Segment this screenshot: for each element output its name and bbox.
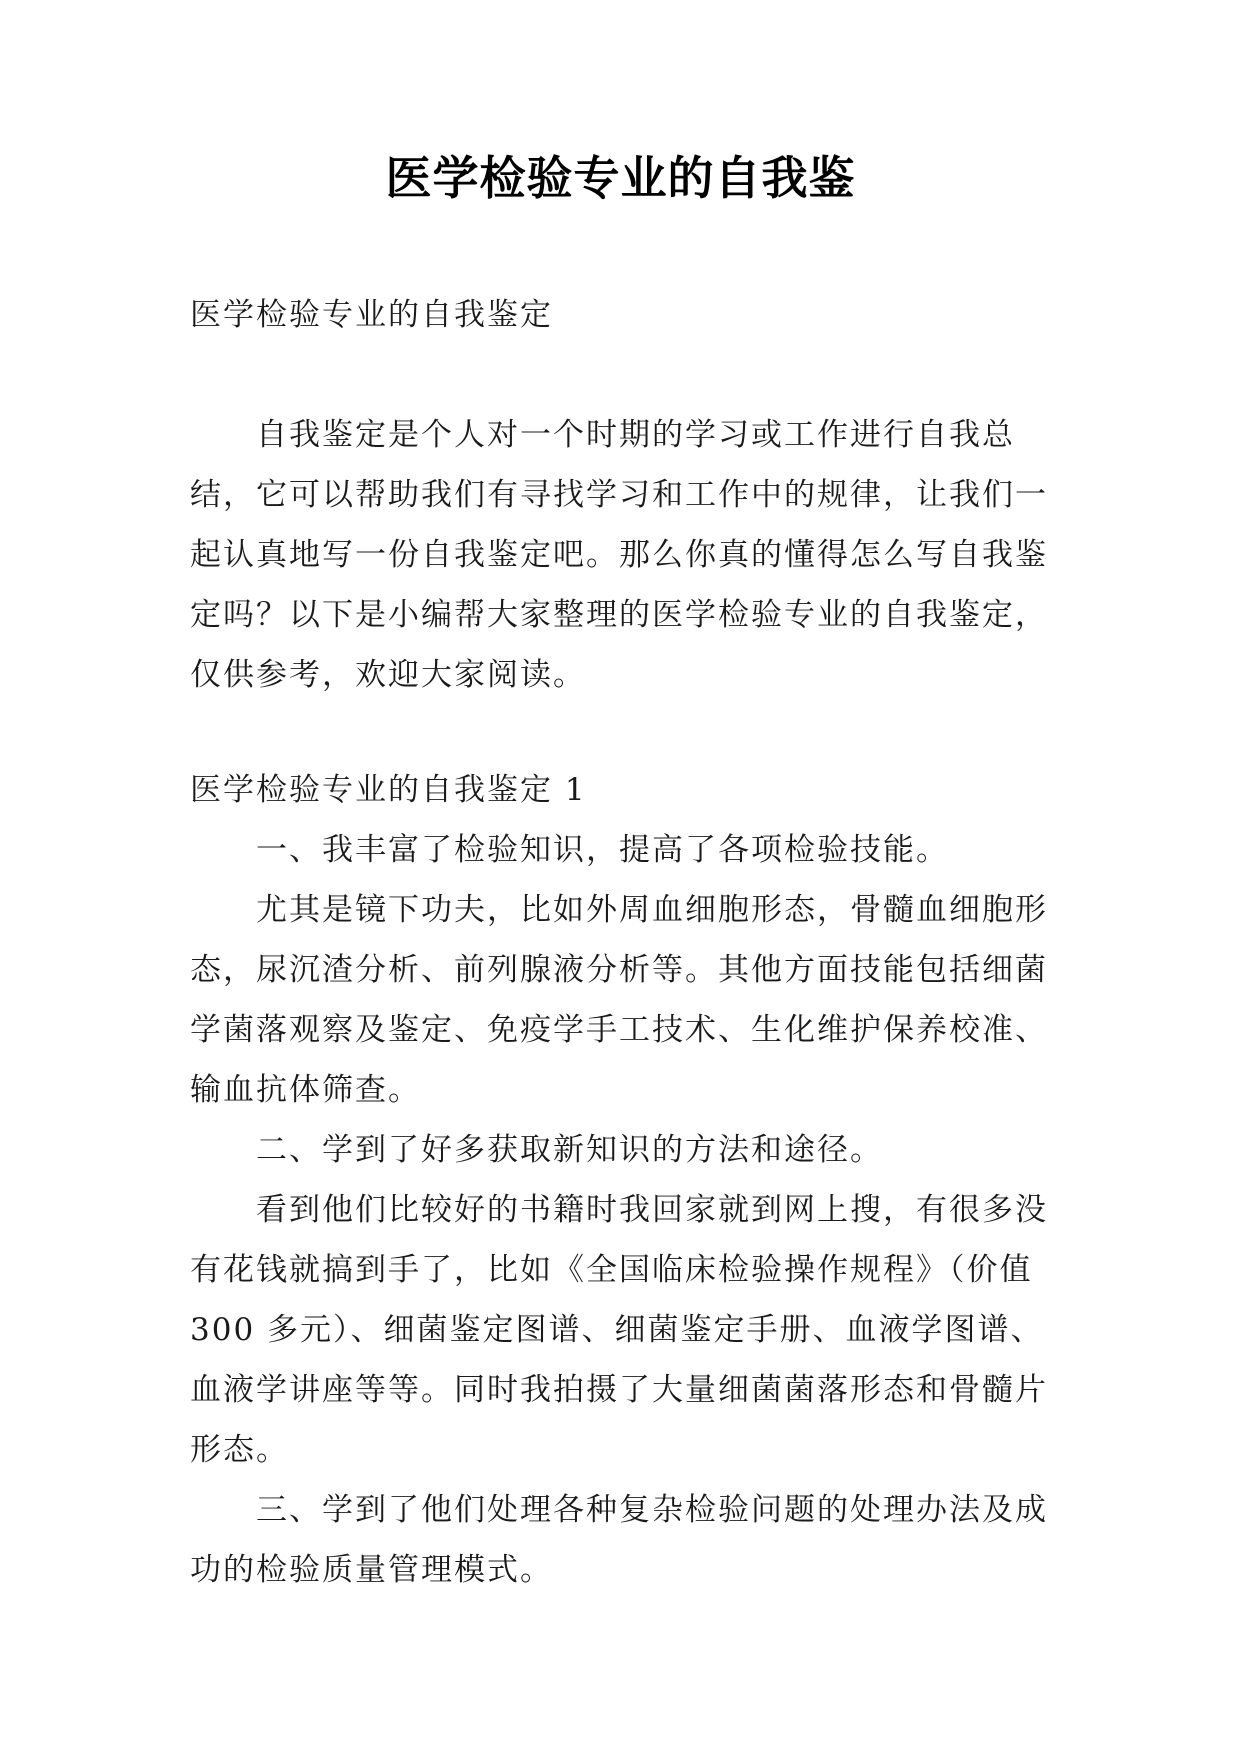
section-1-paragraph: 三、学到了他们处理各种复杂检验问题的处理办法及成功的检验质量管理模式。 (190, 1492, 1048, 1588)
section-1-paragraph: 一、我丰富了检验知识，提高了各项检验技能。 (256, 832, 949, 868)
section-1-paragraph: 看到他们比较好的书籍时我回家就到网上搜，有很多没有花钱就搞到手了，比如《全国临床检验操作规程》（价值 300 多元）、细菌鉴定图谱、细菌鉴定手册、血液学图谱、血液学讲座等等。同时我拍摄了大量细菌菌落形态和骨髓片形态。 (190, 1192, 1048, 1468)
document-subtitle: 医学检验专业的自我鉴定 (190, 297, 553, 333)
section-1-heading: 医学检验专业的自我鉴定 1 (190, 772, 587, 808)
section-1-paragraph: 尤其是镜下功夫，比如外周血细胞形态，骨髓血细胞形态，尿沉渣分析、前列腺液分析等。其他方面技能包括细菌学菌落观察及鉴定、免疫学手工技术、生化维护保养校准、输血抗体筛查。 (190, 892, 1048, 1108)
section-1 (190, 760, 1070, 1600)
document-title: 医学检验专业的自我鉴 (385, 151, 856, 205)
intro-paragraph: 自我鉴定是个人对一个时期的学习或工作进行自我总结，它可以帮助我们有寻找学习和工作中的规律，让我们一起认真地写一份自我鉴定吧。那么你真的懂得怎么写自我鉴定吗？以下是小编帮大家整理的医学检验专业的自我鉴定，仅供参考，欢迎大家阅读。 (190, 417, 1048, 693)
section-1-paragraph: 二、学到了好多获取新知识的方法和途径。 (256, 1132, 883, 1168)
